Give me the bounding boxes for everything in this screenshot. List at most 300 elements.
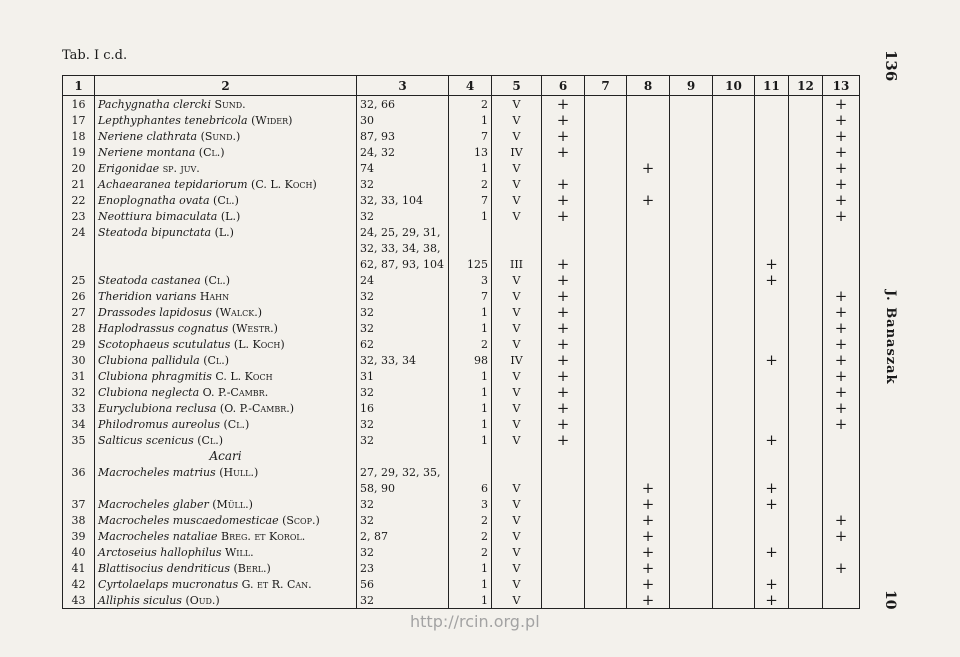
presence-mark: +: [542, 96, 585, 113]
species-cell: [95, 320, 357, 336]
species-cell: [95, 144, 357, 160]
species-name: Clubiona pallidula: [98, 353, 200, 367]
presence-mark: [670, 560, 713, 576]
species-cell: [95, 592, 357, 609]
presence-mark: [542, 544, 585, 560]
specimen-count: 7: [449, 128, 492, 144]
presence-mark: [670, 240, 713, 256]
season-class: V: [492, 544, 542, 560]
row-number: 21: [63, 176, 95, 192]
presence-mark: [670, 368, 713, 384]
presence-mark: [789, 432, 823, 448]
presence-mark: [713, 368, 755, 384]
presence-mark: +: [823, 528, 860, 544]
presence-mark: [823, 432, 860, 448]
presence-mark: [823, 592, 860, 609]
specimen-count: 1: [449, 576, 492, 592]
presence-mark: [670, 336, 713, 352]
presence-mark: [755, 288, 789, 304]
locality-numbers: 32: [357, 496, 449, 512]
presence-mark: [585, 560, 627, 576]
presence-mark: [789, 384, 823, 400]
species-name: Neriene clathrata: [98, 129, 198, 143]
column-header: 11: [755, 76, 789, 96]
presence-mark: [585, 320, 627, 336]
presence-mark: [627, 128, 670, 144]
species-cell: [95, 512, 357, 528]
presence-mark: [542, 240, 585, 256]
presence-mark: +: [542, 144, 585, 160]
presence-mark: [670, 576, 713, 592]
presence-mark: [585, 288, 627, 304]
presence-mark: [670, 304, 713, 320]
season-class: [492, 464, 542, 480]
species-author: (C. L. Koch): [251, 177, 317, 191]
presence-mark: [789, 576, 823, 592]
presence-mark: [789, 160, 823, 176]
specimen-count: 2: [449, 544, 492, 560]
presence-mark: [542, 592, 585, 609]
specimen-count: 1: [449, 384, 492, 400]
locality-numbers: 62: [357, 336, 449, 352]
presence-mark: [755, 112, 789, 128]
species-author: (L. Koch): [233, 337, 285, 351]
presence-mark: +: [755, 272, 789, 288]
presence-mark: [713, 224, 755, 240]
presence-mark: [789, 192, 823, 208]
season-class: V: [492, 576, 542, 592]
species-cell: [95, 496, 357, 512]
presence-mark: +: [627, 576, 670, 592]
species-cell: [95, 304, 357, 320]
presence-mark: [789, 592, 823, 609]
presence-mark: [755, 240, 789, 256]
presence-mark: [713, 352, 755, 368]
presence-mark: [755, 304, 789, 320]
presence-mark: [789, 416, 823, 432]
season-class: V: [492, 528, 542, 544]
presence-mark: [670, 352, 713, 368]
presence-mark: [789, 368, 823, 384]
presence-mark: [585, 592, 627, 609]
presence-mark: +: [627, 544, 670, 560]
presence-mark: [627, 224, 670, 240]
presence-mark: +: [755, 544, 789, 560]
presence-mark: [755, 128, 789, 144]
specimen-count: 7: [449, 192, 492, 208]
presence-mark: [627, 400, 670, 416]
season-class: V: [492, 432, 542, 448]
presence-mark: [823, 496, 860, 512]
species-cell: [95, 272, 357, 288]
species-cell: [95, 112, 357, 128]
species-table: [62, 75, 860, 609]
season-class: IV: [492, 352, 542, 368]
row-number: 37: [63, 496, 95, 512]
presence-mark: [713, 416, 755, 432]
empty-cell: [713, 448, 755, 464]
presence-mark: [670, 176, 713, 192]
presence-mark: +: [542, 288, 585, 304]
presence-mark: +: [823, 192, 860, 208]
specimen-count: 1: [449, 304, 492, 320]
species-cell: [95, 240, 357, 256]
season-class: [492, 240, 542, 256]
presence-mark: +: [627, 560, 670, 576]
specimen-count: 1: [449, 416, 492, 432]
presence-mark: [585, 576, 627, 592]
presence-mark: [823, 224, 860, 240]
presence-mark: +: [823, 384, 860, 400]
presence-mark: [755, 528, 789, 544]
species-author: (Wider): [251, 113, 293, 127]
presence-mark: +: [755, 352, 789, 368]
presence-mark: +: [542, 176, 585, 192]
presence-mark: [755, 400, 789, 416]
column-header: 3: [357, 76, 449, 96]
presence-mark: [627, 288, 670, 304]
season-class: V: [492, 560, 542, 576]
presence-mark: +: [755, 592, 789, 609]
specimen-count: 1: [449, 368, 492, 384]
row-number: 25: [63, 272, 95, 288]
table-body: [63, 96, 860, 609]
season-class: V: [492, 592, 542, 609]
presence-mark: [713, 576, 755, 592]
presence-mark: [755, 320, 789, 336]
presence-mark: [755, 464, 789, 480]
presence-mark: [789, 128, 823, 144]
table-caption: Tab. I c.d.: [62, 48, 128, 63]
side-number: 10: [882, 590, 898, 610]
presence-mark: [670, 464, 713, 480]
presence-mark: [670, 256, 713, 272]
specimen-count: 2: [449, 512, 492, 528]
row-number: 23: [63, 208, 95, 224]
presence-mark: +: [542, 272, 585, 288]
season-class: V: [492, 176, 542, 192]
locality-numbers: 2, 87: [357, 528, 449, 544]
species-cell: [95, 464, 357, 480]
presence-mark: [542, 160, 585, 176]
locality-numbers: 32: [357, 176, 449, 192]
specimen-count: 1: [449, 320, 492, 336]
species-name: Blattisocius dendriticus: [98, 561, 230, 575]
presence-mark: [789, 400, 823, 416]
row-number: 16: [63, 96, 95, 113]
specimen-count: [449, 464, 492, 480]
species-cell: [95, 288, 357, 304]
presence-mark: [585, 96, 627, 113]
presence-mark: [713, 272, 755, 288]
specimen-count: 13: [449, 144, 492, 160]
presence-mark: [713, 400, 755, 416]
presence-mark: [755, 96, 789, 113]
season-class: V: [492, 416, 542, 432]
presence-mark: +: [627, 496, 670, 512]
species-cell: [95, 544, 357, 560]
presence-mark: +: [823, 96, 860, 113]
presence-mark: [670, 496, 713, 512]
column-header: 5: [492, 76, 542, 96]
presence-mark: +: [627, 512, 670, 528]
presence-mark: [755, 512, 789, 528]
presence-mark: [670, 288, 713, 304]
presence-mark: [713, 592, 755, 609]
specimen-count: 7: [449, 288, 492, 304]
watermark-url: http://rcin.org.pl: [410, 612, 540, 631]
locality-numbers: 32, 33, 34: [357, 352, 449, 368]
presence-mark: +: [823, 208, 860, 224]
specimen-count: [449, 224, 492, 240]
presence-mark: [585, 304, 627, 320]
locality-numbers: 24, 32: [357, 144, 449, 160]
species-author: (Oud.): [185, 593, 220, 607]
species-name: Erigonidae: [98, 161, 160, 175]
presence-mark: [542, 496, 585, 512]
row-number: 42: [63, 576, 95, 592]
presence-mark: [627, 384, 670, 400]
season-class: V: [492, 512, 542, 528]
empty-cell: [627, 448, 670, 464]
column-header: 7: [585, 76, 627, 96]
presence-mark: [789, 480, 823, 496]
presence-mark: +: [823, 336, 860, 352]
row-number: 39: [63, 528, 95, 544]
species-author: Sund.: [214, 97, 246, 111]
presence-mark: [670, 400, 713, 416]
species-author: (Cl.): [223, 417, 250, 431]
presence-mark: [789, 176, 823, 192]
species-cell: [95, 432, 357, 448]
season-class: III: [492, 256, 542, 272]
specimen-count: 125: [449, 256, 492, 272]
specimen-count: 2: [449, 528, 492, 544]
specimen-count: 1: [449, 592, 492, 609]
presence-mark: [713, 320, 755, 336]
empty-cell: [449, 448, 492, 464]
presence-mark: +: [542, 352, 585, 368]
table-row: [63, 368, 860, 384]
empty-cell: [789, 448, 823, 464]
row-number: 38: [63, 512, 95, 528]
presence-mark: [585, 416, 627, 432]
presence-mark: [789, 304, 823, 320]
presence-mark: +: [823, 560, 860, 576]
row-number: [63, 256, 95, 272]
species-author: (Sund.): [200, 129, 241, 143]
presence-mark: [585, 112, 627, 128]
table-row: [63, 464, 860, 480]
column-header: 13: [823, 76, 860, 96]
locality-numbers: 32: [357, 512, 449, 528]
species-cell: [95, 336, 357, 352]
presence-mark: +: [542, 256, 585, 272]
specimen-count: 2: [449, 336, 492, 352]
season-class: V: [492, 96, 542, 113]
species-name: Pachygnatha clercki: [98, 97, 211, 111]
presence-mark: [713, 256, 755, 272]
species-name: Euryclubiona reclusa: [98, 401, 217, 415]
species-name: Clubiona neglecta: [98, 385, 200, 399]
table-row: [63, 272, 860, 288]
season-class: V: [492, 496, 542, 512]
season-class: V: [492, 480, 542, 496]
species-name: Achaearanea tepidariorum: [98, 177, 248, 191]
row-number: 29: [63, 336, 95, 352]
presence-mark: [713, 144, 755, 160]
presence-mark: +: [823, 416, 860, 432]
presence-mark: [627, 368, 670, 384]
row-number: 36: [63, 464, 95, 480]
locality-numbers: 32: [357, 592, 449, 609]
presence-mark: [670, 320, 713, 336]
species-name: Scotophaeus scutulatus: [98, 337, 231, 351]
presence-mark: [670, 480, 713, 496]
table-row: [63, 192, 860, 208]
row-number: [63, 480, 95, 496]
presence-mark: [585, 352, 627, 368]
presence-mark: [585, 224, 627, 240]
locality-numbers: 87, 93: [357, 128, 449, 144]
species-author: G. et R. Can.: [241, 577, 312, 591]
species-author: (Cl.): [197, 433, 224, 447]
table-row: [63, 320, 860, 336]
presence-mark: +: [823, 352, 860, 368]
presence-mark: +: [542, 304, 585, 320]
presence-mark: [713, 528, 755, 544]
species-cell: [95, 368, 357, 384]
species-author: C. L. Koch: [215, 369, 273, 383]
species-author: Will.: [225, 545, 254, 559]
specimen-count: 1: [449, 112, 492, 128]
presence-mark: [789, 560, 823, 576]
season-class: V: [492, 288, 542, 304]
presence-mark: [789, 272, 823, 288]
presence-mark: [670, 384, 713, 400]
season-class: V: [492, 112, 542, 128]
group-label: Acari: [95, 448, 357, 464]
presence-mark: [627, 208, 670, 224]
presence-mark: [542, 560, 585, 576]
locality-numbers: 58, 90: [357, 480, 449, 496]
species-name: Philodromus aureolus: [98, 417, 221, 431]
presence-mark: [713, 176, 755, 192]
presence-mark: [789, 336, 823, 352]
empty-cell: [670, 448, 713, 464]
season-class: V: [492, 336, 542, 352]
presence-mark: [670, 112, 713, 128]
presence-mark: [713, 560, 755, 576]
table-row: [63, 592, 860, 609]
column-header: 4: [449, 76, 492, 96]
presence-mark: [789, 96, 823, 113]
season-class: V: [492, 192, 542, 208]
species-author: (Walck.): [215, 305, 262, 319]
presence-mark: [789, 464, 823, 480]
presence-mark: [670, 416, 713, 432]
presence-mark: +: [542, 368, 585, 384]
presence-mark: [585, 464, 627, 480]
presence-mark: [585, 256, 627, 272]
presence-mark: [670, 432, 713, 448]
presence-mark: [823, 544, 860, 560]
specimen-count: 3: [449, 272, 492, 288]
presence-mark: +: [542, 416, 585, 432]
presence-mark: [789, 512, 823, 528]
presence-mark: +: [823, 304, 860, 320]
presence-mark: [585, 240, 627, 256]
presence-mark: +: [542, 112, 585, 128]
presence-mark: [789, 224, 823, 240]
species-author: (L.): [214, 225, 234, 239]
presence-mark: +: [823, 128, 860, 144]
column-header: 1: [63, 76, 95, 96]
running-head-author: J. Banaszak: [883, 290, 898, 385]
presence-mark: +: [823, 288, 860, 304]
presence-mark: [713, 160, 755, 176]
species-cell: [95, 416, 357, 432]
specimen-count: 1: [449, 560, 492, 576]
locality-numbers: 32: [357, 320, 449, 336]
presence-mark: +: [627, 192, 670, 208]
presence-mark: [755, 160, 789, 176]
header-row: [63, 76, 860, 96]
presence-mark: [627, 464, 670, 480]
presence-mark: [585, 192, 627, 208]
presence-mark: [585, 544, 627, 560]
species-cell: [95, 128, 357, 144]
species-name: Steatoda castanea: [98, 273, 201, 287]
presence-mark: [585, 400, 627, 416]
species-author: (Cl.): [203, 353, 230, 367]
species-author: Hahn: [199, 289, 230, 303]
specimen-count: 6: [449, 480, 492, 496]
presence-mark: [789, 256, 823, 272]
presence-mark: [713, 304, 755, 320]
season-class: V: [492, 128, 542, 144]
presence-mark: +: [542, 208, 585, 224]
table-row: [63, 160, 860, 176]
row-number: 40: [63, 544, 95, 560]
presence-mark: [670, 528, 713, 544]
species-name: Theridion varians: [98, 289, 197, 303]
row-number: 33: [63, 400, 95, 416]
species-author: (Berl.): [233, 561, 271, 575]
species-name: Macrocheles nataliae: [98, 529, 218, 543]
presence-mark: [823, 464, 860, 480]
empty-cell: [542, 448, 585, 464]
table-row: [63, 128, 860, 144]
empty-cell: [585, 448, 627, 464]
presence-mark: [585, 368, 627, 384]
species-author: O. P.-Cambr.: [202, 385, 269, 399]
specimen-count: 2: [449, 176, 492, 192]
presence-mark: [789, 144, 823, 160]
presence-mark: [585, 144, 627, 160]
empty-cell: [823, 448, 860, 464]
presence-mark: [713, 336, 755, 352]
season-class: V: [492, 160, 542, 176]
specimen-count: 1: [449, 208, 492, 224]
presence-mark: [713, 128, 755, 144]
specimen-count: 2: [449, 96, 492, 113]
presence-mark: [627, 112, 670, 128]
row-number: 27: [63, 304, 95, 320]
locality-numbers: 23: [357, 560, 449, 576]
species-author: (Cl.): [198, 145, 225, 159]
presence-mark: [542, 512, 585, 528]
